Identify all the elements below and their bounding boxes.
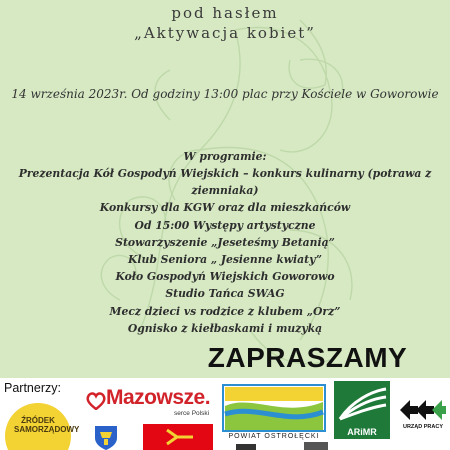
program-item: Od 15:00 Występy artystyczne xyxy=(134,218,316,232)
heart-icon xyxy=(86,392,106,410)
urzad-pracy-text: URZĄD PRACY xyxy=(402,424,444,430)
program-item: Klub Seniora „ Jesienne kwiaty” xyxy=(128,253,322,267)
program-item: Prezentacja Kół Gospodyń Wiejskich – konkurs kulinarny (potrawa z ziemniaka) xyxy=(18,167,432,198)
partial-logo-icon xyxy=(304,442,328,450)
event-slogan: „Aktywacja kobiet” xyxy=(134,24,316,42)
mazowsze-tagline: serce Polski xyxy=(174,410,210,417)
program-item: Konkursy dla KGW oraz dla mieszkańców xyxy=(99,201,351,215)
partners-label: Partnerzy: xyxy=(4,381,61,395)
powiat-logo-text: POWIAT OSTROŁĘCKI xyxy=(228,433,320,440)
zrodek-samorzadowy-logo xyxy=(4,396,80,450)
partial-logo-icon xyxy=(236,444,256,450)
program-item: Koło Gospodyń Wiejskich Goworowo xyxy=(115,270,335,284)
zrodek-logo-text: ŹRÓDEK SAMORZĄDOWY xyxy=(14,416,80,434)
mazowsze-wordmark: Mazowsze. xyxy=(106,386,211,409)
arimr-logo xyxy=(334,381,390,439)
poczta-polska-icon xyxy=(143,424,213,450)
urzad-pracy-logo xyxy=(398,396,448,436)
program-item: Ognisko z kiełbaskami i muzyką xyxy=(127,321,323,335)
coat-of-arms-icon xyxy=(93,424,119,450)
mazowsze-logo xyxy=(86,386,216,420)
event-date-place: 14 września 2023r. Od godziny 13:00 plac przy Kościele w Goworowie xyxy=(11,87,439,101)
program-heading: W programie: xyxy=(183,150,267,163)
program-item: Stowarzyszenie „Jeseteśmy Betanią” xyxy=(115,235,335,249)
invitation-heading: ZAPRASZAMY xyxy=(207,342,408,373)
program-item: Studio Tańca SWAG xyxy=(165,287,285,301)
program-item: Mecz dzieci vs rodzice z klubem „Orz” xyxy=(109,304,341,318)
arimr-wordmark: ARiMR xyxy=(334,425,390,439)
powiat-ostrolecki-logo xyxy=(222,384,326,442)
program-list xyxy=(0,150,450,337)
subtitle-line: pod hasłem xyxy=(171,4,279,22)
